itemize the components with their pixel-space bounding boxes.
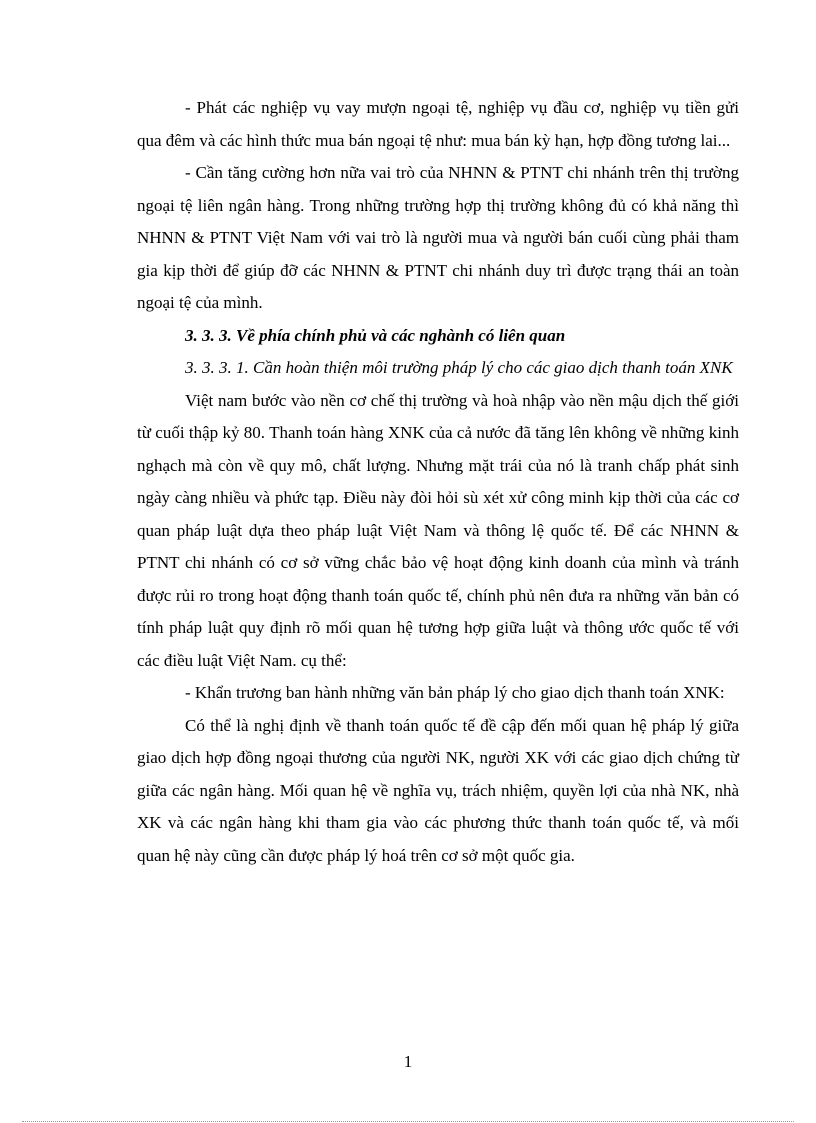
paragraph-foreign-currency-operations: - Phát các nghiệp vụ vay mượn ngoại tệ, nghiệp vụ đầu cơ, nghiệp vụ tiền gửi qua đêm và các hình thức mua bán ngoại tệ như: mua bán kỳ hạn, hợp đồng tương lai... xyxy=(137,98,739,150)
document-body xyxy=(137,92,739,872)
paragraph-vietnam-market-context: Việt nam bước vào nền cơ chế thị trường và hoà nhập vào nền mậu dịch thế giới từ cuối thập kỷ 80. Thanh toán hàng XNK của cả nước đã tăng lên không về những kinh nghạch mà còn về quy mô, chất lượng. Nhưng mặt trái của nó là tranh chấp phát sinh ngày càng nhiều và phức tạp. Điều này đòi hỏi sù xét xử công minh kịp thời của các cơ quan pháp luật dựa theo pháp luật Việt Nam và thông lệ quốc tế. Để các NHNN & PTNT chi nhánh có cơ sở vững chắc bảo vệ hoạt động kinh doanh của mình và tránh được rủi ro trong hoạt động thanh toán quốc tế, chính phủ nên đưa ra những văn bản có tính pháp luật quy định rõ mối quan hệ tương hợp giữa luật và thông ước quốc tế với các điều luật Việt Nam. cụ thể: xyxy=(137,390,739,670)
paragraph-international-payment-decree: Có thể là nghị định về thanh toán quốc tế đề cập đến mối quan hệ pháp lý giữa giao dịch hợp đồng ngoại thương của người NK, người XK với các giao dịch chứng từ giữa các ngân hàng. Mối quan hệ về nghĩa vụ, trách nhiệm, quyền lợi của nhà NK, nhà XK và các ngân hàng khi tham gia vào các phương thức thanh toán quốc tế, và mối quan hệ này cũng cần được pháp lý hoá trên cơ sở một quốc gia. xyxy=(137,715,739,865)
paragraph-interbank-market-role: - Cần tăng cường hơn nữa vai trò của NHNN & PTNT chi nhánh trên thị trường ngoại tệ liên ngân hàng. Trong những trường hợp thị trường không đủ có khả năng thì NHNN & PTNT Việt Nam với vai trò là người mua và người bán cuối cùng phải tham gia kịp thời để giúp đỡ các NHNN & PTNT chi nhánh duy trì được trạng thái an toàn ngoại tệ của mình. xyxy=(137,163,739,312)
paragraph-legal-documents-bullet: - Khẩn trương ban hành những văn bản pháp lý cho giao dịch thanh toán XNK: xyxy=(185,683,725,702)
page-bottom-divider xyxy=(22,1121,794,1122)
subsection-heading: 3. 3. 3. 1. Cần hoàn thiện môi trường pháp lý cho các giao dịch thanh toán XNK xyxy=(185,358,733,377)
section-heading: 3. 3. 3. Về phía chính phủ và các nghành có liên quan xyxy=(185,325,566,345)
page-number: 1 xyxy=(403,1052,413,1071)
